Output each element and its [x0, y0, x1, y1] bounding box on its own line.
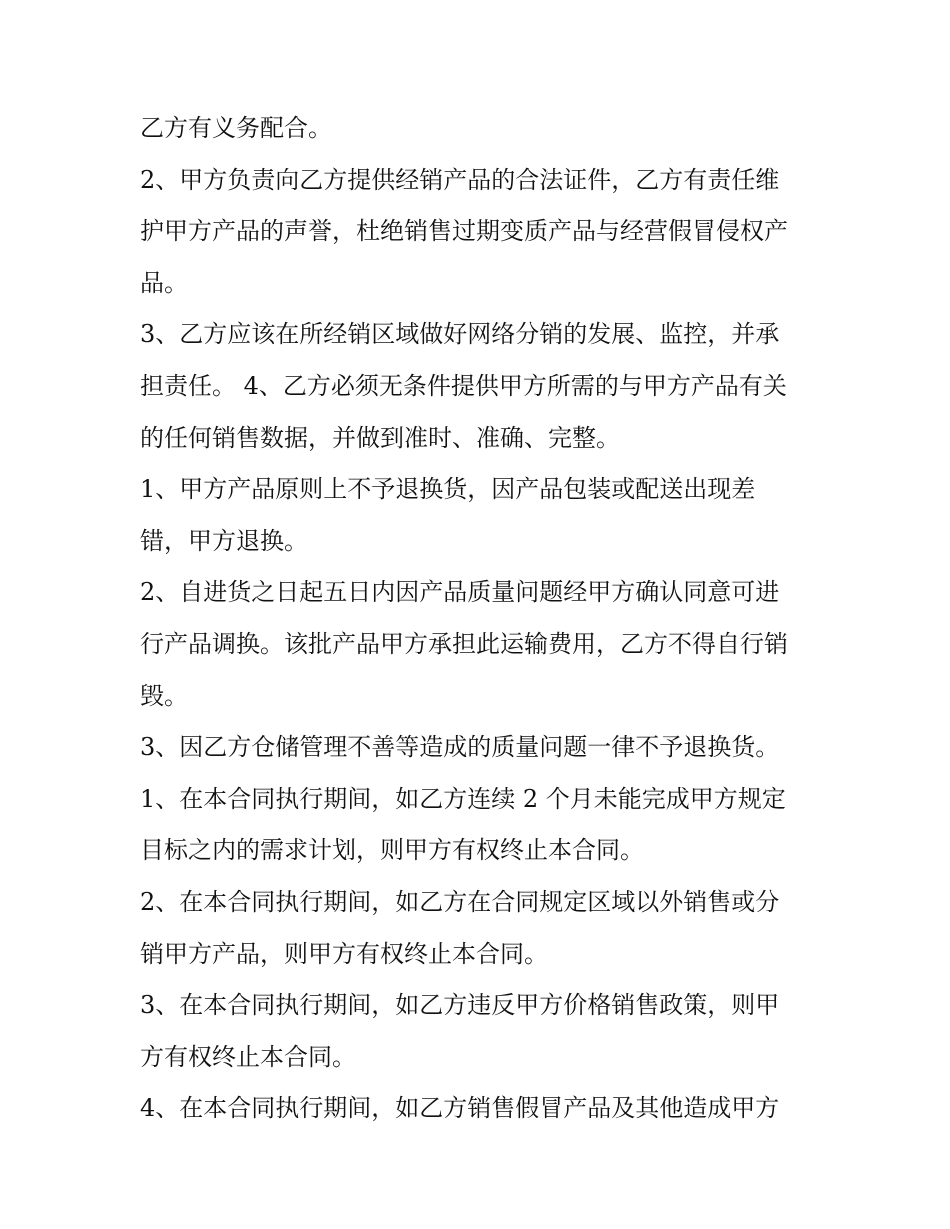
text-line: 2、甲方负责向乙方提供经销产品的合法证件，乙方有责任维 [140, 165, 780, 194]
document-body [140, 103, 820, 1135]
text-line: 护甲方产品的声誉，杜绝销售过期变质产品与经营假冒侵权产 [140, 217, 788, 246]
text-line: 毁。 [140, 681, 188, 710]
text-line: 乙方有义务配合。 [140, 114, 332, 142]
text-line: 销甲方产品，则甲方有权终止本合同。 [140, 939, 548, 968]
text-line: 3、因乙方仓储管理不善等造成的质量问题一律不予退换货。 [140, 733, 780, 762]
text-line: 担责任。 4、乙方必须无条件提供甲方所需的与甲方产品有关 [140, 371, 787, 400]
text-line: 1、甲方产品原则上不予退换货，因产品包装或配送出现差 [140, 475, 756, 504]
text-line: 2、自进货之日起五日内因产品质量问题经甲方确认同意可进 [140, 578, 780, 607]
text-line: 方有权终止本合同。 [140, 1042, 356, 1071]
text-line: 错，甲方退换。 [140, 526, 308, 555]
text-line: 品。 [140, 268, 188, 297]
text-line: 1、在本合同执行期间，如乙方连续 2 个月未能完成甲方规定 [140, 784, 786, 813]
text-line: 3、在本合同执行期间，如乙方违反甲方价格销售政策，则甲 [140, 991, 780, 1020]
text-line: 行产品调换。该批产品甲方承担此运输费用，乙方不得自行销 [140, 629, 788, 658]
text-line: 目标之内的需求计划，则甲方有权终止本合同。 [140, 836, 644, 865]
text-line: 4、在本合同执行期间，如乙方销售假冒产品及其他造成甲方 [140, 1094, 780, 1123]
text-line: 的任何销售数据，并做到准时、准确、完整。 [140, 423, 620, 452]
text-line: 3、乙方应该在所经销区域做好网络分销的发展、监控，并承 [140, 320, 780, 349]
text-line: 2、在本合同执行期间，如乙方在合同规定区域以外销售或分 [140, 887, 780, 916]
